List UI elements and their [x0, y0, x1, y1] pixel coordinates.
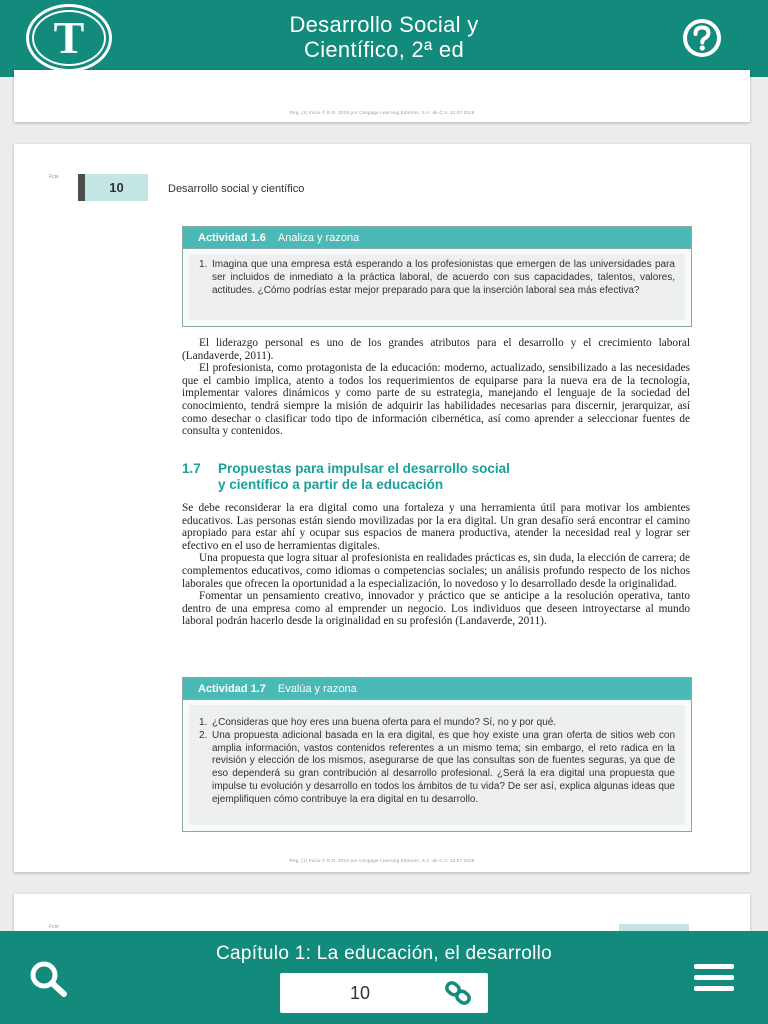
page-prev-footnote: Reg. (1) Inicio © D.R. 2019 por Cengage Learning Editores, S.A. de C.V. 12.07.2019 — [289, 110, 475, 115]
section-title-line2: y científico a partir de la educación — [218, 476, 444, 492]
top-bar — [0, 0, 768, 77]
paragraph: Se debe reconsiderar la era digital como una fortaleza y una herramienta útil para motivar los ambientes educativos. Las personas están siendo movilizadas por la era digital. Un gran desafío será encontrar el camino apropiado para estar ahí y ocupar sus espacios de manera productiva, atender la necesidad real y lograr ser efectivo en el uso de herramientas digitales. — [182, 502, 690, 552]
activity-item — [199, 730, 675, 807]
logo-t-icon: T — [32, 10, 106, 66]
book-title-line1: Desarrollo Social y — [289, 12, 479, 37]
page-main — [14, 144, 750, 872]
activity-body — [189, 705, 685, 825]
app-logo[interactable] — [26, 4, 112, 72]
go-to-page-button[interactable] — [444, 981, 472, 1005]
book-title-line2: Científico, 2ª ed — [304, 37, 464, 62]
activity-body — [189, 254, 685, 320]
search-button[interactable] — [26, 959, 72, 999]
page-corner-tag: Fcte — [49, 924, 59, 930]
bottom-bar — [0, 931, 768, 1024]
activity-header — [183, 227, 691, 249]
activity-item-number: 2. — [199, 729, 208, 741]
link-chain-icon — [444, 981, 472, 1005]
activity-item-text: ¿Consideras que hoy eres una buena oferta para el mundo? Sí, no y por qué. — [212, 717, 557, 728]
paragraph: El liderazgo personal es uno de los grandes atributos para el desarrollo y el crecimiento laboral (Landaverde, 2011). — [182, 337, 690, 362]
activity-item — [199, 717, 675, 730]
section-title-line1: Propuestas para impulsar el desarrollo social — [218, 461, 510, 476]
paragraph: Una propuesta que logra situar al profesionista en realidades prácticas es, sin duda, la elección de carrera; de complementos educativos, como idiomas o competencias sociales; un análisis profundo respecto de los nichos laborales que ofrecen la oportunidad a la especialización, lo novedoso y lo desarrollado desde la originalidad. — [182, 552, 690, 590]
activity-item-text: Una propuesta adicional basada en la era digital, es que hoy existe una gran oferta de sitios web con amplia información, vastos contenidos referentes a un mismo tema; sin embargo, el reto radica en la revisión y elección de los mismos, asegurarse de que las consultas son de fuentes seguras, ya que de eso dependerá su gran contribución al desarrollo profesional. ¿Será la era digital una propuesta que impulse tu evolución y desarrollo en todos los ámbitos de tu vida? De ser así, explica algunas ideas que ejemplifiquen cómo contribuye la era digital en tu desarrollo. — [212, 729, 675, 805]
activity-header — [183, 678, 691, 700]
search-icon — [26, 959, 72, 999]
book-title — [180, 12, 588, 62]
page-prev — [14, 70, 750, 122]
page-number: 10 — [109, 180, 124, 195]
body-text-block-1 — [182, 337, 690, 438]
activity-item — [199, 259, 675, 297]
page-number-tab — [78, 174, 148, 201]
running-head: Desarrollo social y científico — [168, 183, 305, 195]
help-circle-icon — [680, 18, 724, 58]
activity-type: Evalúa y razona — [277, 682, 357, 695]
section-number: 1.7 — [182, 461, 201, 476]
paragraph: Fomentar un pensamiento creativo, innovador y práctico que se anticipe a la resolución operativa, tanto dentro de una empresa como al emprender un negocio. Los individuos que deseen introyectarse al mundo laboral podrán hacerlo desde la originalidad en su profesión (Landaverde, 2011). — [182, 590, 690, 628]
page-jump-field — [280, 973, 488, 1013]
activity-box-1-7 — [182, 677, 692, 832]
body-text-block-2 — [182, 502, 690, 628]
activity-item-text: Imagina que una empresa está esperando a los profesionistas que emergen de las universidades para ser incluidos de inmediato a la práctica laboral, de acuerdo con sus capacidades, talentos, valores, actitudes. ¿Cómo podrías estar mejor preparado para que la inserción laboral sea más efectiva? — [212, 259, 675, 296]
menu-button[interactable] — [692, 961, 736, 995]
activity-item-number: 1. — [199, 717, 208, 728]
page-number-input[interactable] — [290, 979, 430, 1007]
activity-box-1-6 — [182, 226, 692, 327]
help-button[interactable] — [680, 18, 724, 58]
activity-number: Actividad 1.7 — [198, 682, 266, 695]
hamburger-menu-icon — [692, 961, 736, 995]
activity-number: Actividad 1.6 — [198, 231, 266, 244]
page-main-footnote: Reg. (1) Inicio © D.R. 2019 por Cengage Learning Editores, S.A. de C.V. 12.07.2019 — [289, 858, 475, 863]
section-heading-1-7 — [182, 461, 690, 492]
chapter-title: Capítulo 1: La educación, el desarrollo — [216, 943, 552, 964]
paragraph: El profesionista, como protagonista de la educación: moderno, actualizado, sensibilizado a las necesidades que el cambio implica, atento a todos los requerimientos de equiparse para la nueva era de la tecnología, implementar valores dinámicos y como parte de su estrategia, manejando el lenguaje de la sociedad del conocimiento, tendrá siempre la misión de adquirir las habilidades necesarias para discernir, jerarquizar, así como desechar o clasificar todo tipo de información cibernética, así como aprender a seleccionar fuentes de consulta y contenidos. — [182, 362, 690, 438]
page-corner-tag: Fcte — [49, 174, 59, 180]
activity-type: Analiza y razona — [277, 231, 360, 244]
activity-item-number: 1. — [199, 259, 208, 270]
